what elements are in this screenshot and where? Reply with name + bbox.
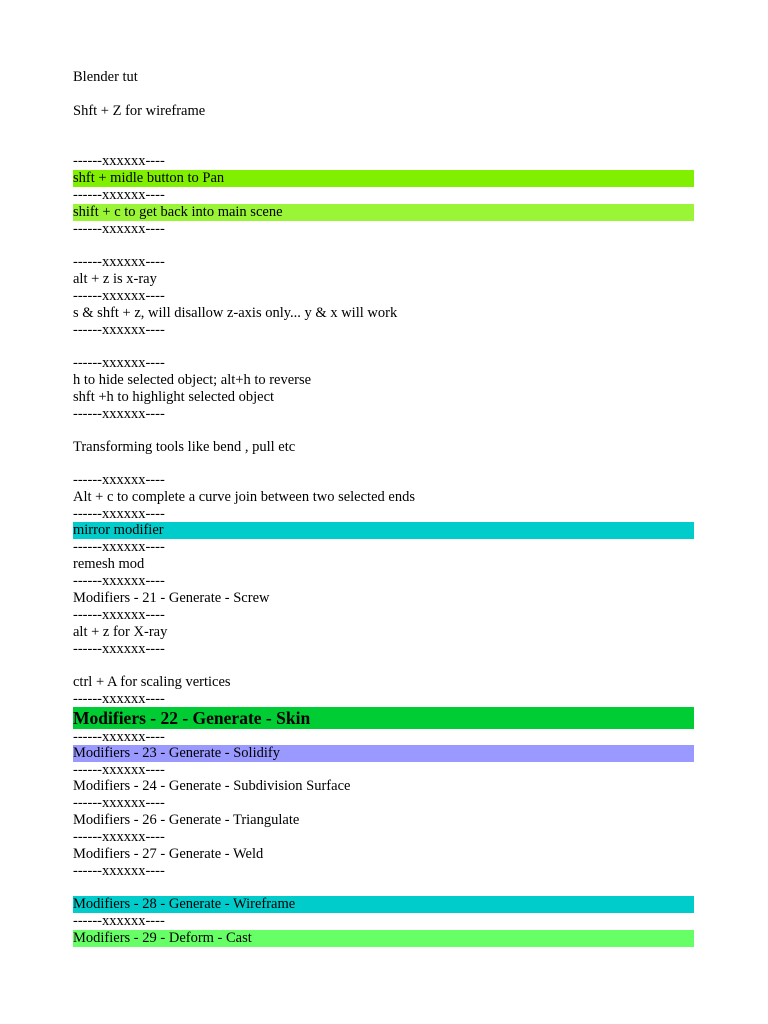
- separator-line: ------xxxxxx----: [73, 913, 165, 929]
- note-line: s & shft + z, will disallow z-axis only... y & x will work: [73, 305, 398, 321]
- separator-line: ------xxxxxx----: [73, 187, 165, 203]
- highlighted-note-line: shift + c to get back into main scene: [73, 204, 694, 221]
- separator-line: ------xxxxxx----: [73, 406, 165, 422]
- note-line: Modifiers - 24 - Generate - Subdivision Surface: [73, 778, 351, 794]
- separator-line: ------xxxxxx----: [73, 322, 165, 338]
- note-line: Modifiers - 26 - Generate - Triangulate: [73, 812, 300, 828]
- separator-line: ------xxxxxx----: [73, 829, 165, 845]
- highlighted-note-line: mirror modifier: [73, 522, 694, 539]
- highlighted-note-line: shft + midle button to Pan: [73, 170, 694, 187]
- separator-line: ------xxxxxx----: [73, 762, 165, 778]
- highlighted-note-line: Modifiers - 28 - Generate - Wireframe: [73, 896, 694, 913]
- note-line: Blender tut: [73, 69, 138, 85]
- separator-line: ------xxxxxx----: [73, 153, 165, 169]
- separator-line: ------xxxxxx----: [73, 254, 165, 270]
- note-line: Transforming tools like bend , pull etc: [73, 439, 296, 455]
- note-line: Modifiers - 27 - Generate - Weld: [73, 846, 264, 862]
- separator-line: ------xxxxxx----: [73, 607, 165, 623]
- separator-line: ------xxxxxx----: [73, 288, 165, 304]
- separator-line: ------xxxxxx----: [73, 355, 165, 371]
- highlighted-note-line: Modifiers - 22 - Generate - Skin: [73, 707, 694, 729]
- note-line: remesh mod: [73, 556, 145, 572]
- separator-line: ------xxxxxx----: [73, 863, 165, 879]
- separator-line: ------xxxxxx----: [73, 221, 165, 237]
- highlighted-note-line: Modifiers - 29 - Deform - Cast: [73, 930, 694, 947]
- note-line: h to hide selected object; alt+h to reverse: [73, 372, 312, 388]
- separator-line: ------xxxxxx----: [73, 691, 165, 707]
- note-line: shft +h to highlight selected object: [73, 389, 275, 405]
- separator-line: ------xxxxxx----: [73, 573, 165, 589]
- highlighted-note-line: Modifiers - 23 - Generate - Solidify: [73, 745, 694, 762]
- note-line: ctrl + A for scaling vertices: [73, 674, 231, 690]
- separator-line: ------xxxxxx----: [73, 795, 165, 811]
- note-line: alt + z is x-ray: [73, 271, 157, 287]
- separator-line: ------xxxxxx----: [73, 729, 165, 745]
- note-line: Modifiers - 21 - Generate - Screw: [73, 590, 270, 606]
- separator-line: ------xxxxxx----: [73, 539, 165, 555]
- separator-line: ------xxxxxx----: [73, 472, 165, 488]
- note-line: alt + z for X-ray: [73, 624, 168, 640]
- note-line: Shft + Z for wireframe: [73, 103, 206, 119]
- separator-line: ------xxxxxx----: [73, 641, 165, 657]
- note-line: Alt + c to complete a curve join between two selected ends: [73, 489, 415, 505]
- separator-line: ------xxxxxx----: [73, 506, 165, 522]
